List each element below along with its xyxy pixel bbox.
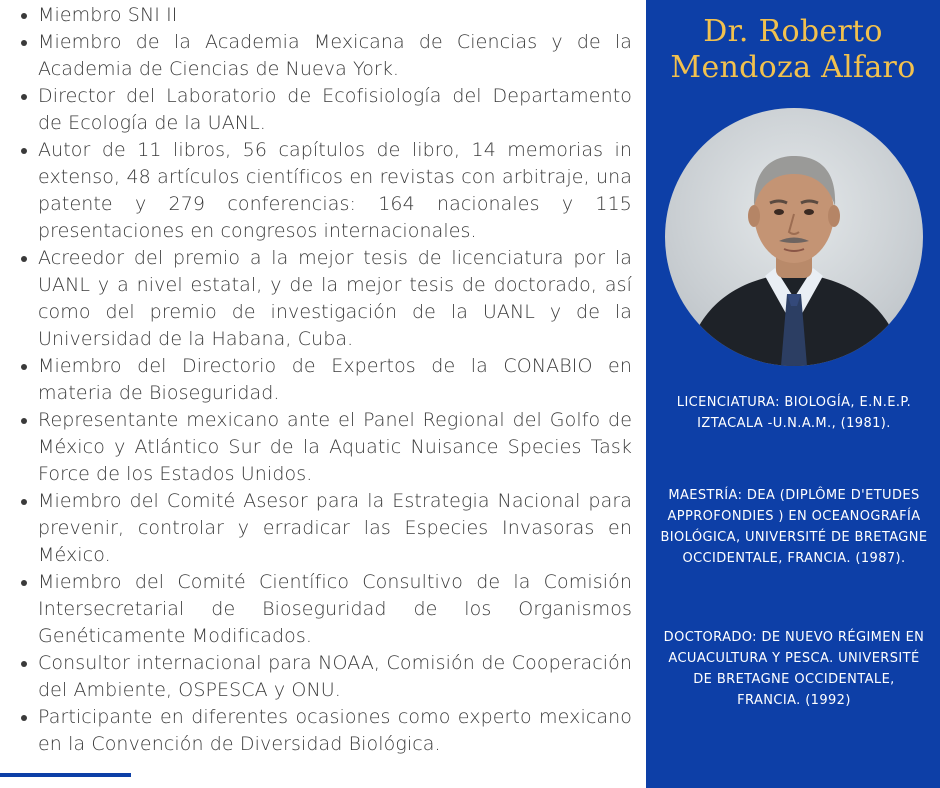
education-doctorado: DOCTORADO: DE NUEVO RÉGIMEN EN ACUACULTURA Y PESCA. UNIVERSITÉ DE BRETAGNE OCCIDENTALE, FRANCIA. (1992) (663, 630, 925, 708)
bio-item-publicaciones: Autor de 11 libros, 56 capítulos de libro, 14 memorias in extenso, 48 artículos científicos en revistas con arbitraje, una patente y 279 conferencias: 164 nacionales y 115 presentaciones en congresos internacionales. (16, 137, 632, 245)
bio-list (16, 2, 632, 758)
bio-item-director: Director del Laboratorio de Ecofisiología del Departamento de Ecología de la UANL. (16, 83, 632, 137)
bio-item-comite-asesor: Miembro del Comité Asesor para la Estrategia Nacional para prevenir, controlar y erradicar las Especies Invasoras en México. (16, 488, 632, 569)
education-licenciatura: LICENCIATURA: BIOLOGÍA, E.N.E.P. IZTACALA -U.N.A.M., (1981). (676, 395, 912, 431)
name-line-last: Mendoza Alfaro (670, 50, 916, 85)
person-name (646, 14, 940, 86)
accent-bar (0, 773, 131, 777)
portrait-icon (665, 108, 923, 366)
bio-item-sni: Miembro SNI II (16, 2, 632, 29)
bio-item-premios: Acreedor del premio a la mejor tesis de licenciatura por la UANL y a nivel estatal, y de la mejor tesis de doctorado, así como del premio de investigación de la UANL y de la Universidad de la Habana, Cuba. (16, 245, 632, 353)
profile-sidebar (646, 0, 940, 788)
bio-item-academias: Miembro de la Academia Mexicana de Ciencias y de la Academia de Ciencias de Nueva York. (16, 29, 632, 83)
education-maestria: MAESTRÍA: DEA (DIPLÔME D'ETUDES APPROFONDIES ) EN OCEANOGRAFÍA BIOLÓGICA, UNIVERSITÉ DE BRETAGNE OCCIDENTALE, FRANCIA. (1987). (660, 488, 928, 566)
bio-item-representante: Representante mexicano ante el Panel Regional del Golfo de México y Atlántico Sur de la Aquatic Nuisance Species Task Force de los Estados Unidos. (16, 407, 632, 488)
name-line-first: Dr. Roberto (703, 14, 883, 49)
bio-item-consultor: Consultor internacional para NOAA, Comisión de Cooperación del Ambiente, OSPESCA y ONU. (16, 650, 632, 704)
portrait-photo (665, 108, 923, 366)
bio-item-participante: Participante en diferentes ocasiones como experto mexicano en la Convención de Diversidad Biológica. (16, 704, 632, 758)
bio-item-conabio: Miembro del Directorio de Expertos de la CONABIO en materia de Bioseguridad. (16, 353, 632, 407)
bio-item-comite-cientifico: Miembro del Comité Científico Consultivo de la Comisión Intersecretarial de Bioseguridad de los Organismos Genéticamente Modificados. (16, 569, 632, 650)
